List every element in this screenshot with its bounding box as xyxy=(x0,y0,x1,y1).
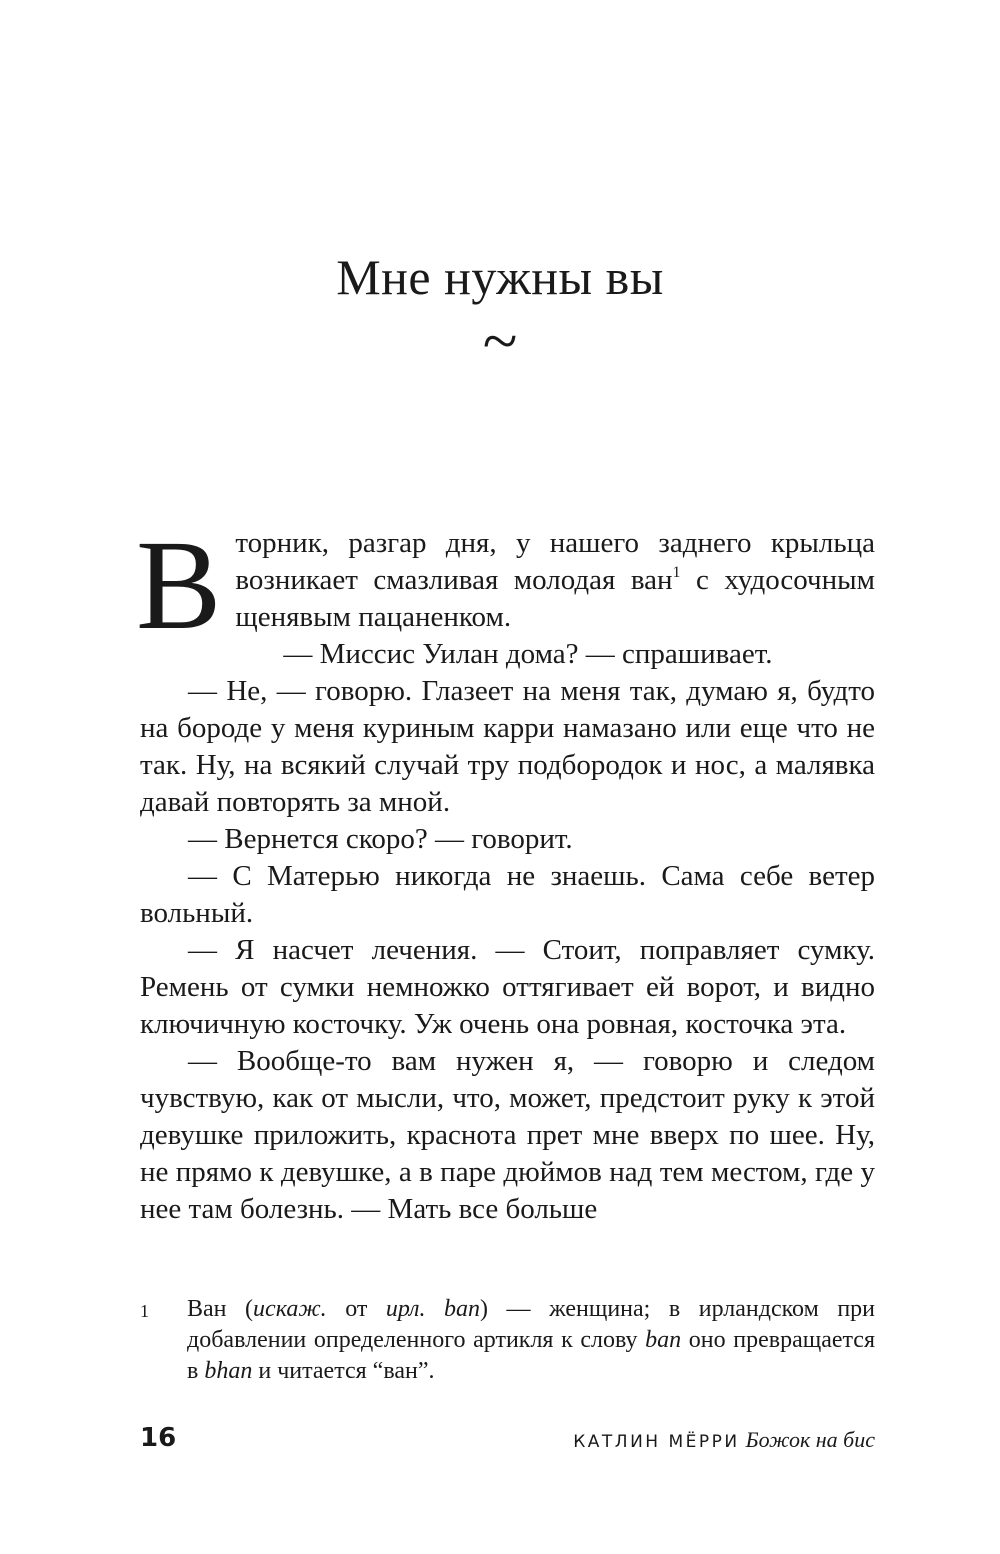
book-title: Божок на бис xyxy=(745,1427,875,1452)
chapter-title: Мне нужны вы xyxy=(336,249,664,305)
paragraph: — С Матерью никогда не знаешь. Сама себе ветер вольный. xyxy=(140,860,875,929)
footnote-segment: ) — женщина; в ирландском при добавлении определенного артикля к слову xyxy=(187,1296,876,1353)
main-text xyxy=(136,514,875,1228)
paragraph: — Я насчет лечения. — Стоит, поправляет сумку. Ремень от сумки немножко оттягивает ей ворот, и видно ключичную косточку. Уж очень она ровная, косточка эта. xyxy=(140,934,875,1040)
footnote-segment: и читается “ван”. xyxy=(252,1358,435,1384)
footnote-segment: оно превращается в xyxy=(187,1327,875,1384)
footnote-segment: от xyxy=(326,1296,386,1322)
footnote-abbreviation: искаж. xyxy=(253,1296,327,1322)
paragraph: — Вообще-то вам нужен я, — говорю и следом чувствую, как от мысли, что, может, предстоит руку к этой девушке приложить, краснота прет мне вверх по шее. Ну, не прямо к девушке, а в паре дюймов над тем местом, где у нее там болезнь. — Мать все больше xyxy=(140,1045,875,1225)
footnote-term: ban xyxy=(645,1327,682,1353)
paragraph: — Вернется скоро? — говорит. xyxy=(188,823,573,855)
paragraph-text: с худосочным щенявым пацаненком. xyxy=(235,564,875,633)
paragraph-text: торник, разгар дня, у нашего заднего крыльца возникает смазливая молодая ван xyxy=(235,527,875,596)
footnote-segment: Ван ( xyxy=(187,1296,254,1322)
footnote-abbreviation: ирл. ban xyxy=(385,1296,481,1322)
footnote-term: bhan xyxy=(204,1358,253,1384)
footnote-reference[interactable]: 1 xyxy=(672,564,681,581)
paragraph: — Не, — говорю. Глазеет на меня так, думаю я, будто на бороде у меня куриным карри намазано или еще что не так. Ну, на всякий случай тру подбородок и нос, а малявка давай повторять за мной. xyxy=(140,675,875,818)
footnote xyxy=(140,1294,875,1387)
page-footer xyxy=(140,1420,875,1460)
drop-cap: В xyxy=(136,514,222,656)
author-name: КАТЛИН МЁРРИ xyxy=(573,1432,740,1452)
title-ornament: ~ xyxy=(482,305,518,376)
footnote-text xyxy=(187,1294,875,1387)
footnote-number: 1 xyxy=(140,1301,149,1321)
paragraph: — Миссис Уилан дома? — спрашивает. xyxy=(283,638,773,670)
page-number: 16 xyxy=(140,1423,177,1453)
running-head xyxy=(573,1422,875,1460)
